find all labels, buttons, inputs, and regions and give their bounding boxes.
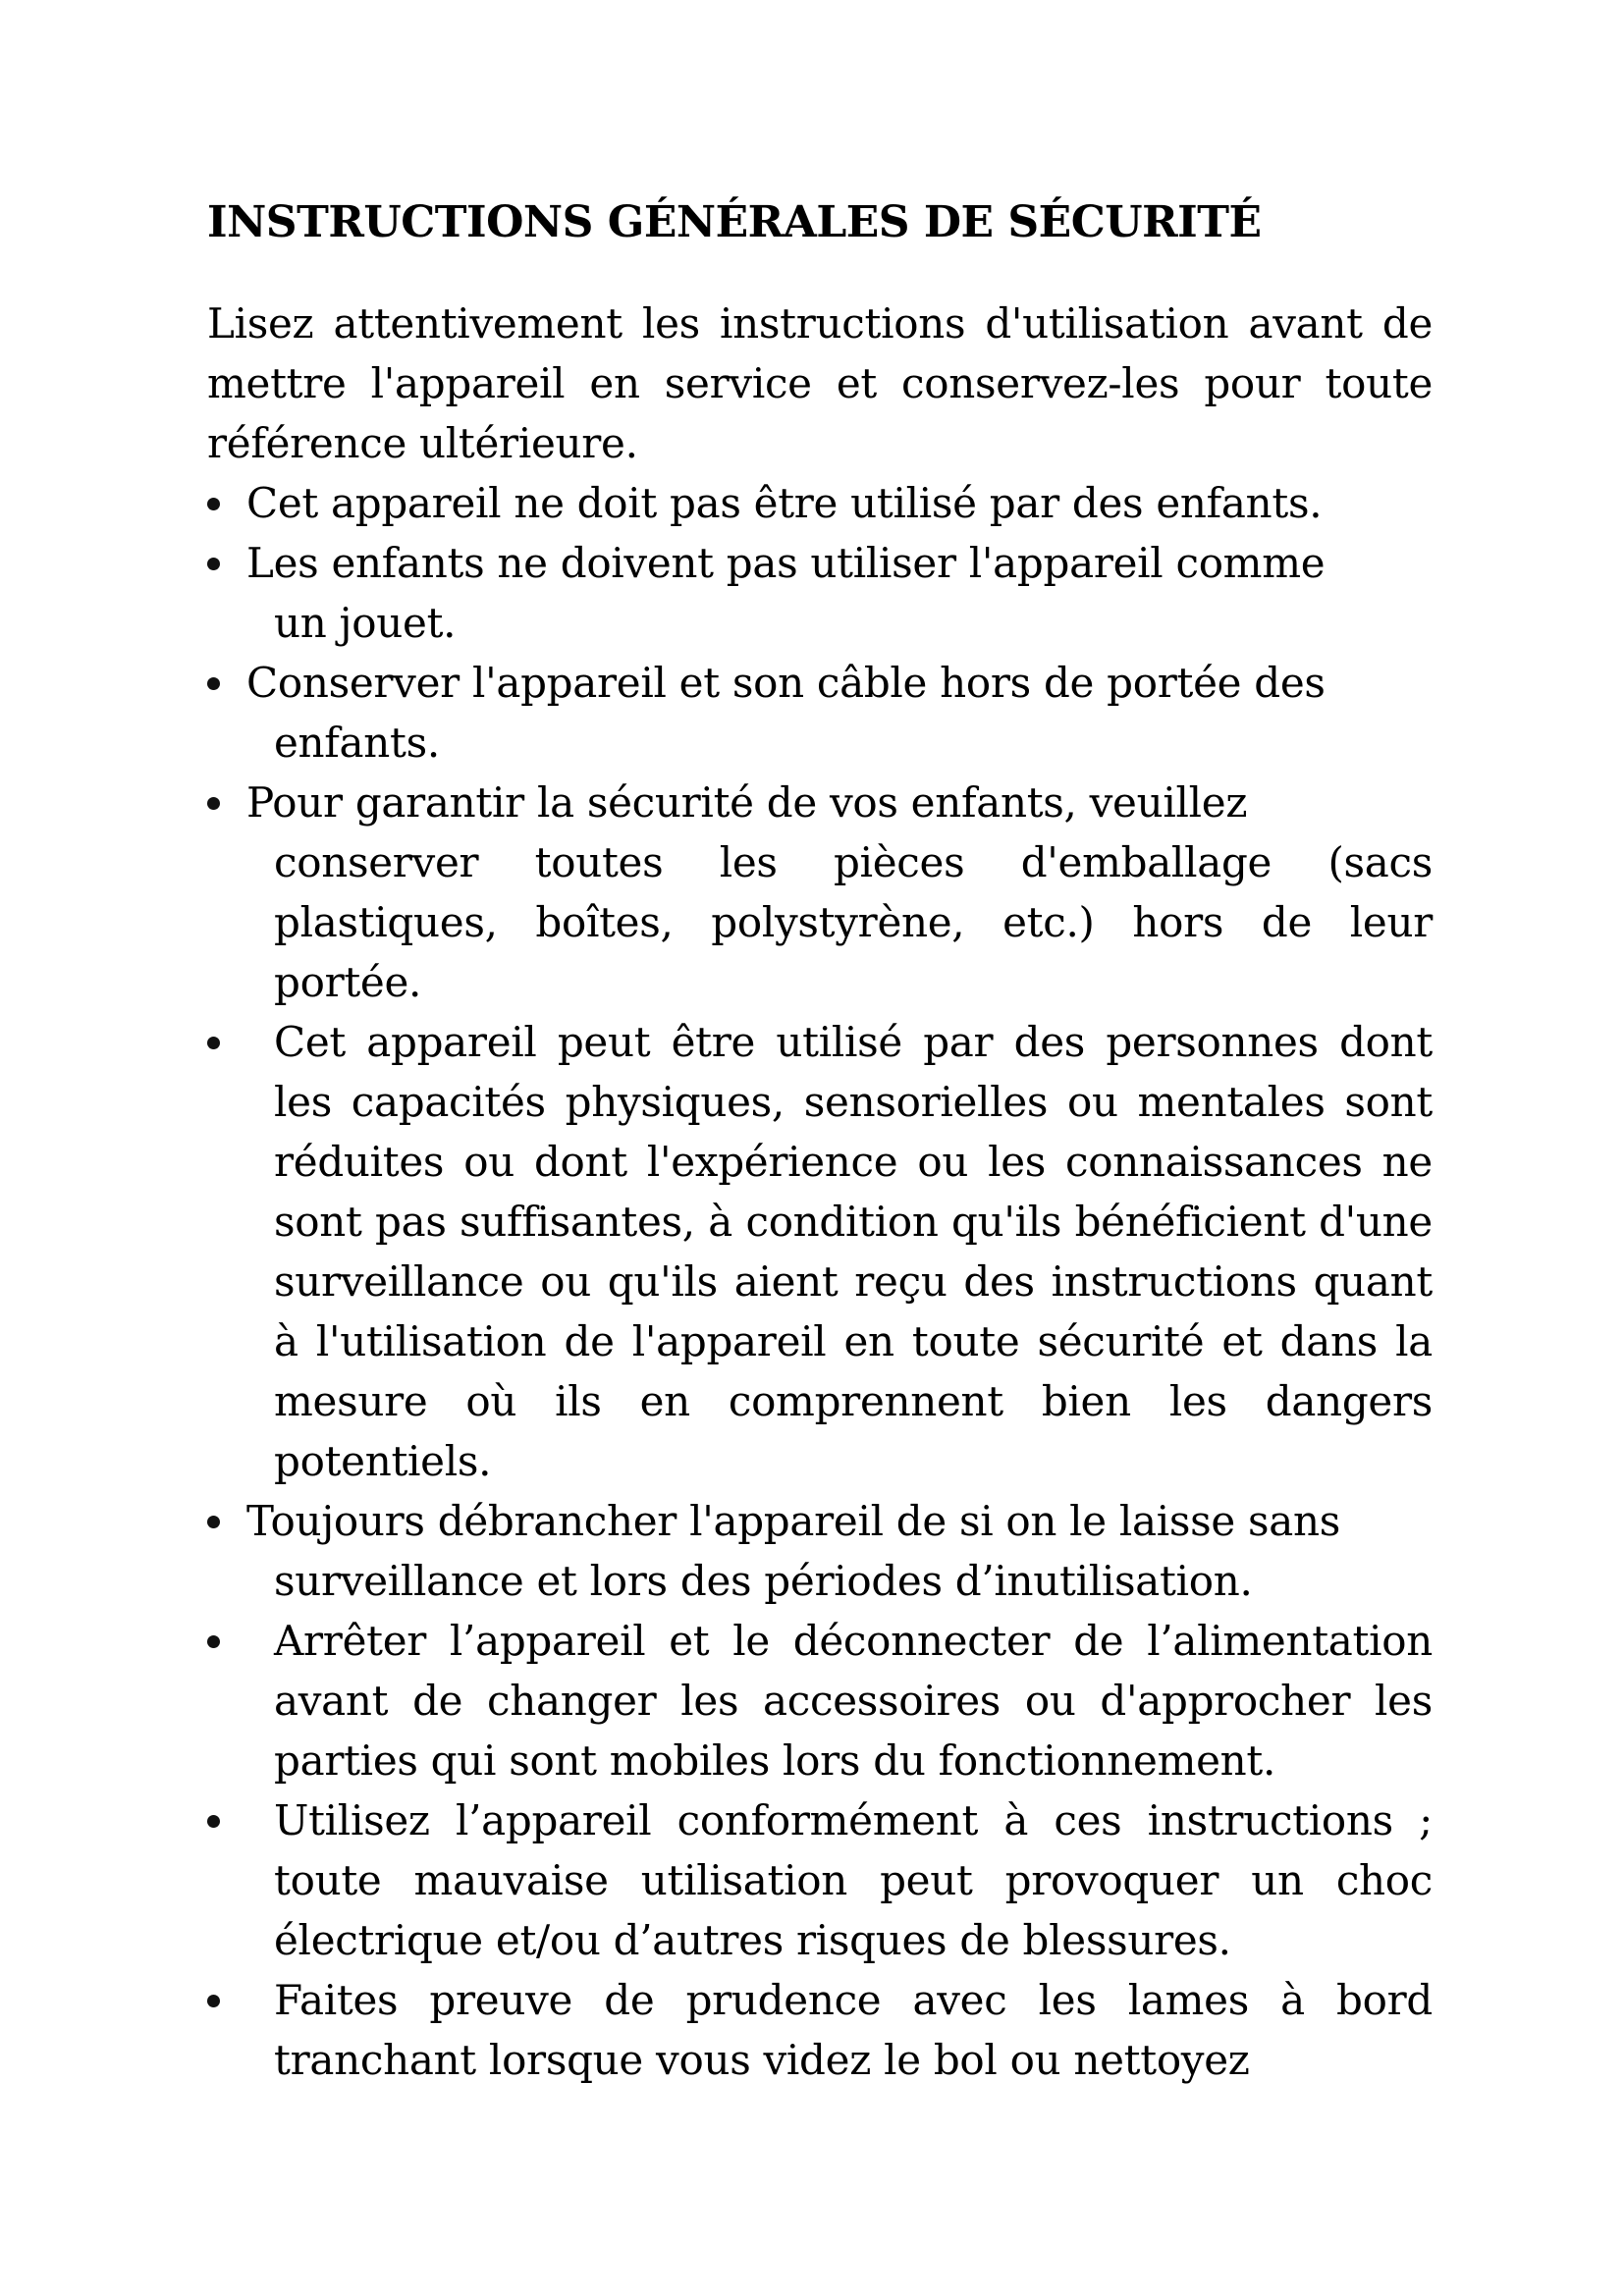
list-item [207,473,1433,533]
list-item-text: Arrêter l’appareil et le déconnecter de l’alimentation avant de changer les accessoires ou d'approcher les parties qui sont mobiles lors du fonctionnement. [274,1617,1433,1785]
list-item [207,1970,1433,2090]
bullet-icon [207,1037,220,1049]
intro-paragraph: Lisez attentivement les instructions d'utilisation avant de mettre l'appareil en service et conservez-les pour toute référence ultérieure. [207,299,1433,467]
list-item-continuation: conserver toutes les pièces d'emballage (sacs plastiques, boîtes, polystyrène, etc.) hors de leur portée. [274,838,1433,1006]
list-item-text: Les enfants ne doivent pas utiliser l'appareil comme [246,539,1326,587]
bullet-icon [207,558,220,570]
list-item-text: Pour garantir la sécurité de vos enfants, veuillez [246,778,1248,827]
list-item-text: Cet appareil ne doit pas être utilisé par des enfants. [246,479,1323,527]
list-item [207,653,1433,773]
list-item-text: Utilisez l’appareil conformément à ces instructions ; toute mauvaise utilisation peut provoquer un choc électrique et/ou d’autres risques de blessures. [274,1796,1433,1964]
list-item-continuation: enfants. [274,719,440,767]
safety-list [207,473,1433,2090]
bullet-icon [207,797,220,810]
list-item [207,1611,1433,1790]
bullet-icon [207,1995,220,2007]
list-item [207,1790,1433,1970]
list-item-continuation: surveillance et lors des périodes d’inutilisation. [274,1557,1253,1605]
bullet-icon [207,1516,220,1528]
list-item [207,773,1433,1012]
list-item-continuation: un jouet. [274,599,457,647]
list-item [207,1491,1433,1611]
bullet-icon [207,1815,220,1828]
bullet-icon [207,1635,220,1648]
page-title: INSTRUCTIONS GÉNÉRALES DE SÉCURITÉ [207,197,1262,247]
list-item-text: Conserver l'appareil et son câble hors de portée des [246,659,1326,707]
list-item-text: Faites preuve de prudence avec les lames à bord tranchant lorsque vous videz le bol ou nettoyez [274,1976,1433,2084]
document-page [207,191,1433,2090]
bullet-icon [207,498,220,510]
list-item-text: Toujours débrancher l'appareil de si on le laisse sans [246,1497,1341,1545]
bullet-icon [207,677,220,690]
list-item [207,1012,1433,1491]
list-item-text: Cet appareil peut être utilisé par des personnes dont les capacités physiques, sensorielles ou mentales sont réduites ou dont l'expérience ou les connaissances ne sont pas suffisantes, à condition qu'ils bénéficient d'une surveillance ou qu'ils aient reçu des instructions quant à l'utilisation de l'appareil en toute sécurité et dans la mesure où ils en comprennent bien les dangers potentiels. [274,1018,1433,1485]
list-item [207,533,1433,653]
